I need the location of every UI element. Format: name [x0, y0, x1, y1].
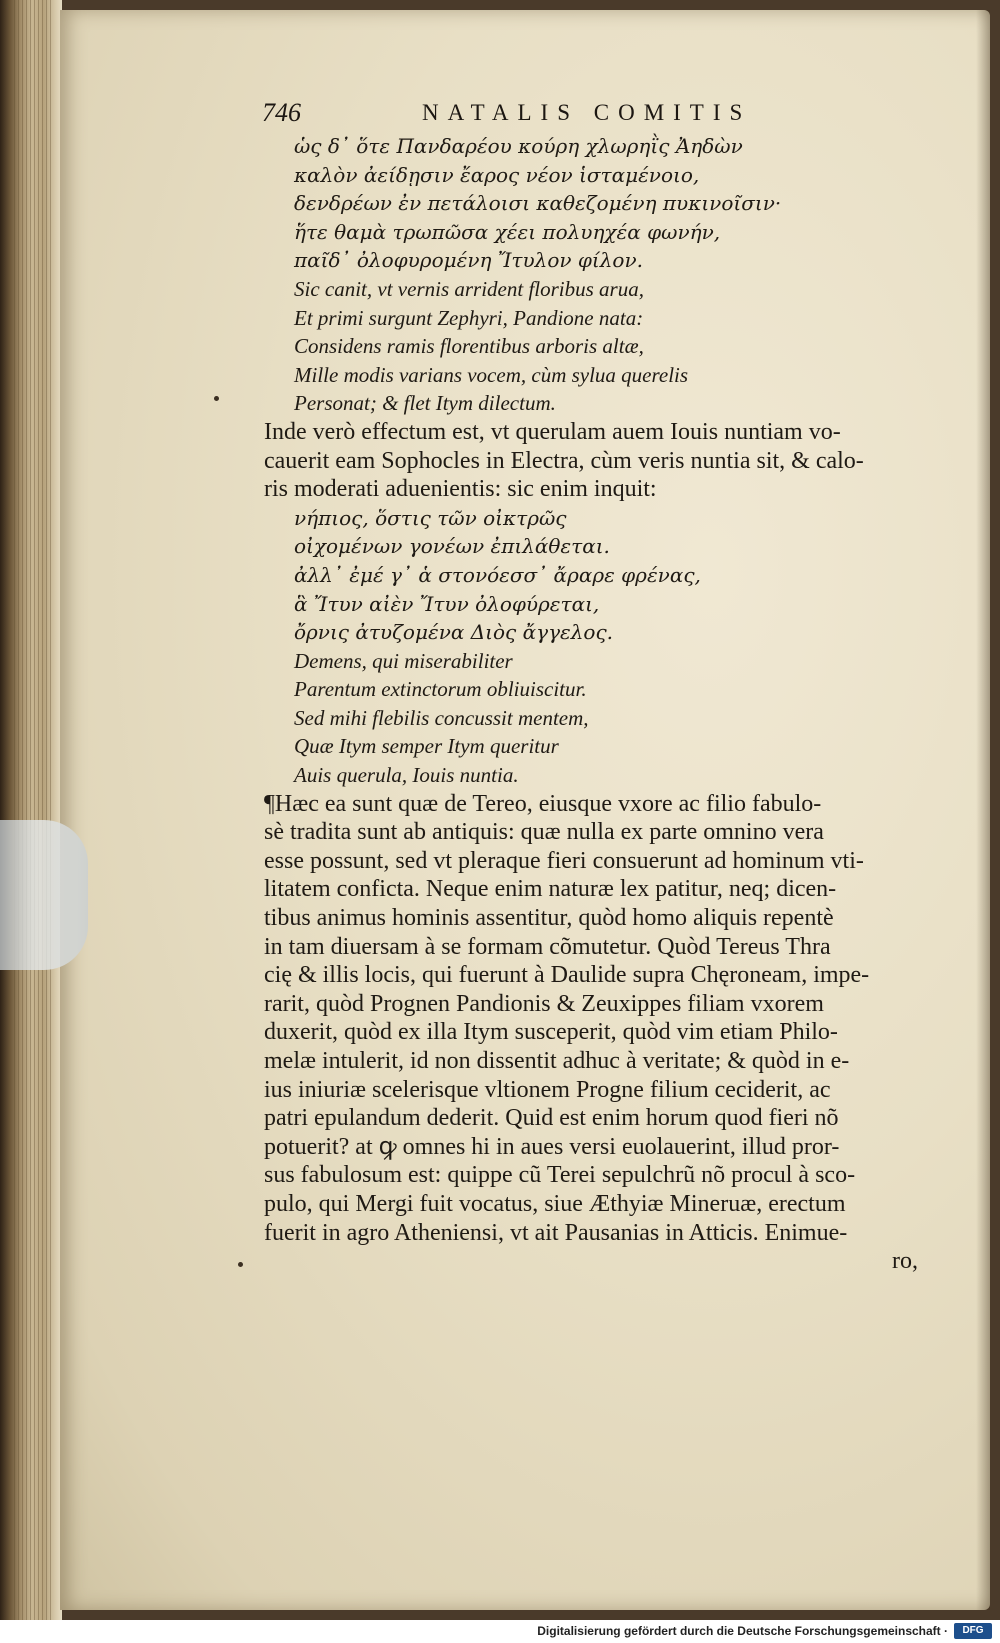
paper-right-shadow: [976, 10, 990, 1610]
greek-verse-line: ἃ Ἴτυν αἰὲν Ἴτυν ὀλοφύρεται,: [294, 591, 600, 616]
prose-line: litatem conficta. Neque enim naturæ lex patitur, neq; dicen-: [264, 876, 837, 903]
prose-line: patri epulandum dederit. Quid est enim horum quod fieri nõ: [264, 1105, 839, 1132]
latin-verse-line: Sed mihi flebilis concussit mentem,: [294, 705, 589, 730]
prose-line: cię & illis locis, qui fuerunt à Daulide supra Chęroneam, impe-: [264, 962, 870, 989]
greek-verse-line: ὡς δ᾽ ὅτε Πανδαρέου κούρη χλωρηῒς Ἀηδὼν: [294, 134, 743, 158]
greek-verse-line: καλὸν ἀείδῃσιν ἔαρος νέον ἱσταμένοιο,: [294, 162, 700, 187]
prose-line: sus fabulosum est: quippe cũ Terei sepulchrũ nõ procul à sco-: [264, 1162, 856, 1189]
latin-verse-line: Quæ Itym semper Itym queritur: [294, 734, 559, 759]
greek-verse-line: νήπιος, ὅστις τῶν οἰκτρῶς: [294, 505, 567, 530]
latin-verse-line: Mille modis varians vocem, cùm sylua querelis: [294, 362, 689, 387]
prose-line: ris moderati aduenientis: sic enim inquit:: [264, 476, 657, 503]
ink-dot: [214, 396, 219, 401]
page-header: [262, 98, 922, 132]
dfg-logo-icon: DFG: [954, 1623, 992, 1639]
latin-verse-line: Demens, qui miserabiliter: [294, 648, 513, 673]
prose-line: rarit, quòd Prognen Pandionis & Zeuxippes filiam vxorem: [264, 990, 824, 1017]
running-head: NATALIS COMITIS: [422, 100, 752, 125]
prose-line: Inde verò effectum est, vt querulam auem Iouis nuntiam vo-: [264, 418, 841, 445]
prose-line: ¶Hæc ea sunt quæ de Tereo, eiusque vxore ac filio fabulo-: [264, 790, 822, 817]
prose-line: duxerit, quòd ex illa Itym susceperit, quòd vim etiam Philo-: [264, 1019, 838, 1046]
prose-line: pulo, qui Mergi fuit vocatus, siue Æthyiæ Mineruæ, erectum: [264, 1190, 846, 1217]
prose-line: in tam diuersam à se formam cõmutetur. Quòd Tereus Thra: [264, 933, 831, 960]
greek-verse-line: ἀλλ᾽ ἐμέ γ᾽ ἁ στονόεσσ᾽ ἄραρε φρένας,: [294, 562, 701, 587]
greek-verse-line: οἰχομένων γονέων ἐπιλάθεται.: [294, 534, 610, 559]
greek-verse-line: δενδρέων ἐν πετάλοισι καθεζομένη πυκινοῖσιν·: [294, 191, 782, 216]
prose-line: sè tradita sunt ab antiquis: quæ nulla ex parte omnino vera: [264, 819, 824, 846]
prose-line: tibus animus hominis assentitur, quòd homo aliquis repentè: [264, 905, 834, 932]
greek-verse-line: παῖδ᾽ ὀλοφυρομένη Ἴτυλον φίλον.: [294, 248, 643, 273]
page-text: [264, 132, 924, 1276]
footer-bar: [0, 1620, 1000, 1643]
greek-verse-line: ἥτε θαμὰ τρωπῶσα χέει πολυηχέα φωνήν,: [294, 219, 721, 244]
latin-verse-line: Parentum extinctorum obliuiscitur.: [294, 677, 587, 702]
prose-line: melæ intulerit, id non dissentit adhuc à veritate; & quòd in e-: [264, 1048, 850, 1074]
prose-line: esse possunt, sed vt pleraque fieri consuerunt ad hominum vti-: [264, 847, 864, 874]
ink-dot: [238, 1262, 243, 1267]
latin-verse-line: Et primi surgunt Zephyri, Pandione nata:: [294, 305, 644, 330]
latin-verse-line: Personat; & flet Itym dilectum.: [294, 391, 556, 416]
funding-credit: Digitalisierung gefördert durch die Deutsche Forschungsgemeinschaft ·: [537, 1624, 948, 1638]
latin-verse-line: Sic canit, vt vernis arrident floribus arua,: [294, 276, 644, 301]
prose-line: ius iniuriæ scelerisque vltionem Progne filium ceciderit, ac: [264, 1076, 831, 1103]
prose-line: fuerit in agro Atheniensi, vt ait Pausanias in Atticis. Enimue-: [264, 1219, 848, 1246]
greek-verse-line: ὄρνις ἀτυζομένα Διὸς ἄγγελος.: [294, 620, 614, 645]
catchword: ro,: [892, 1248, 918, 1275]
page-number: 746: [262, 98, 301, 127]
book-page-edges: [0, 0, 62, 1620]
prose-line: cauerit eam Sophocles in Electra, cùm veris nuntia sit, & calo-: [264, 447, 864, 474]
book-clip: [0, 820, 88, 970]
prose-line: potuerit? at ꝙ omnes hi in aues versi euolauerint, illud pror-: [264, 1133, 840, 1160]
latin-verse-line: Auis querula, Iouis nuntia.: [294, 763, 519, 788]
latin-verse-line: Considens ramis florentibus arboris altæ,: [294, 334, 644, 359]
